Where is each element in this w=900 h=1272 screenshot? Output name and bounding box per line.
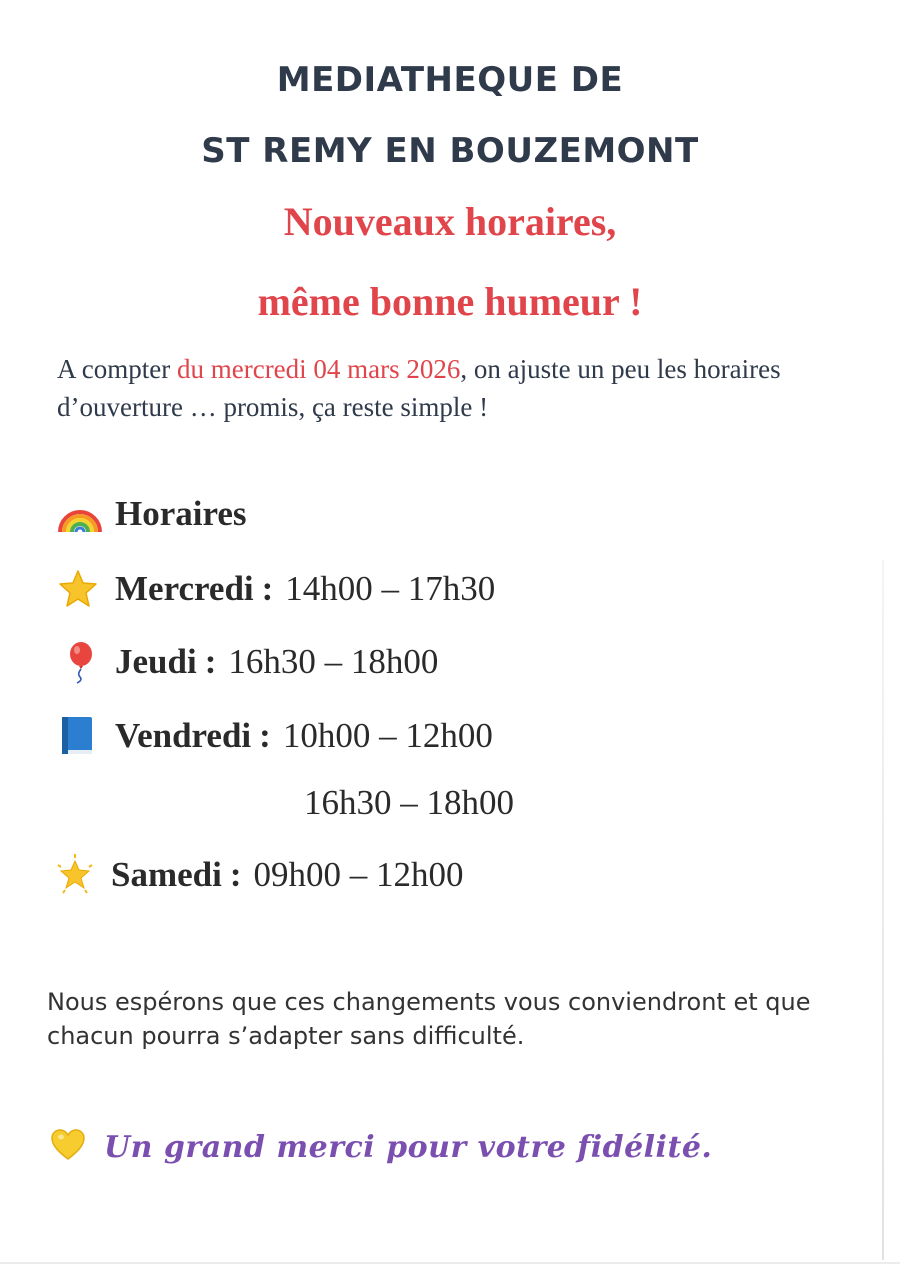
scan-edge bbox=[882, 560, 884, 1260]
intro-text-end: , on ajuste un peu les horaires d’ouverture … promis, ça reste simple ! bbox=[57, 354, 781, 422]
colon: : bbox=[229, 855, 242, 894]
start-date: du mercredi 04 mars 2026 bbox=[176, 354, 461, 384]
day-label: Vendredi bbox=[115, 716, 252, 755]
intro-text-start: A compter bbox=[57, 354, 177, 384]
subtitle-line-1: Nouveaux horaires, bbox=[283, 199, 617, 244]
intro-paragraph bbox=[57, 350, 847, 426]
title-line-2: ST REMY EN BOUZEMONT bbox=[201, 131, 699, 171]
day-label: Mercredi bbox=[115, 569, 254, 608]
scan-edge-bottom bbox=[0, 1262, 900, 1264]
schedule-row-mercredi bbox=[55, 567, 495, 611]
thanks-text: Un grand merci pour votre fidélité. bbox=[104, 1130, 713, 1165]
star-icon bbox=[55, 567, 105, 611]
schedule-row-vendredi bbox=[55, 714, 493, 758]
day-label: Jeudi bbox=[115, 642, 197, 681]
colon: : bbox=[259, 716, 271, 755]
schedule-row-samedi bbox=[55, 853, 464, 897]
thanks-line bbox=[50, 1128, 712, 1167]
hours-value: 10h00 – 12h00 bbox=[282, 716, 493, 755]
colon: : bbox=[204, 642, 217, 681]
yellow-heart-icon bbox=[50, 1128, 86, 1167]
day-label: Samedi bbox=[111, 855, 222, 894]
hours-value: 09h00 – 12h00 bbox=[253, 855, 464, 894]
subtitle-line-2: même bonne humeur ! bbox=[257, 279, 643, 324]
balloon-icon bbox=[55, 640, 105, 684]
hours-value-extra: 16h30 – 18h00 bbox=[304, 783, 514, 822]
schedule-row-jeudi bbox=[55, 640, 438, 684]
colon: : bbox=[261, 569, 274, 608]
rainbow-icon bbox=[55, 492, 105, 536]
closing-paragraph: Nous espérons que ces changements vous conviendront et que chacun pourra s’adapter sans difficulté. bbox=[47, 988, 811, 1050]
hours-value: 14h00 – 17h30 bbox=[285, 569, 496, 608]
schedule-heading-label: Horaires bbox=[115, 494, 247, 533]
blue-book-icon bbox=[55, 714, 105, 758]
glowing-star-icon bbox=[55, 853, 97, 897]
schedule-heading bbox=[55, 492, 247, 536]
hours-value: 16h30 – 18h00 bbox=[228, 642, 439, 681]
title-line-1: MEDIATHEQUE DE bbox=[276, 60, 624, 100]
